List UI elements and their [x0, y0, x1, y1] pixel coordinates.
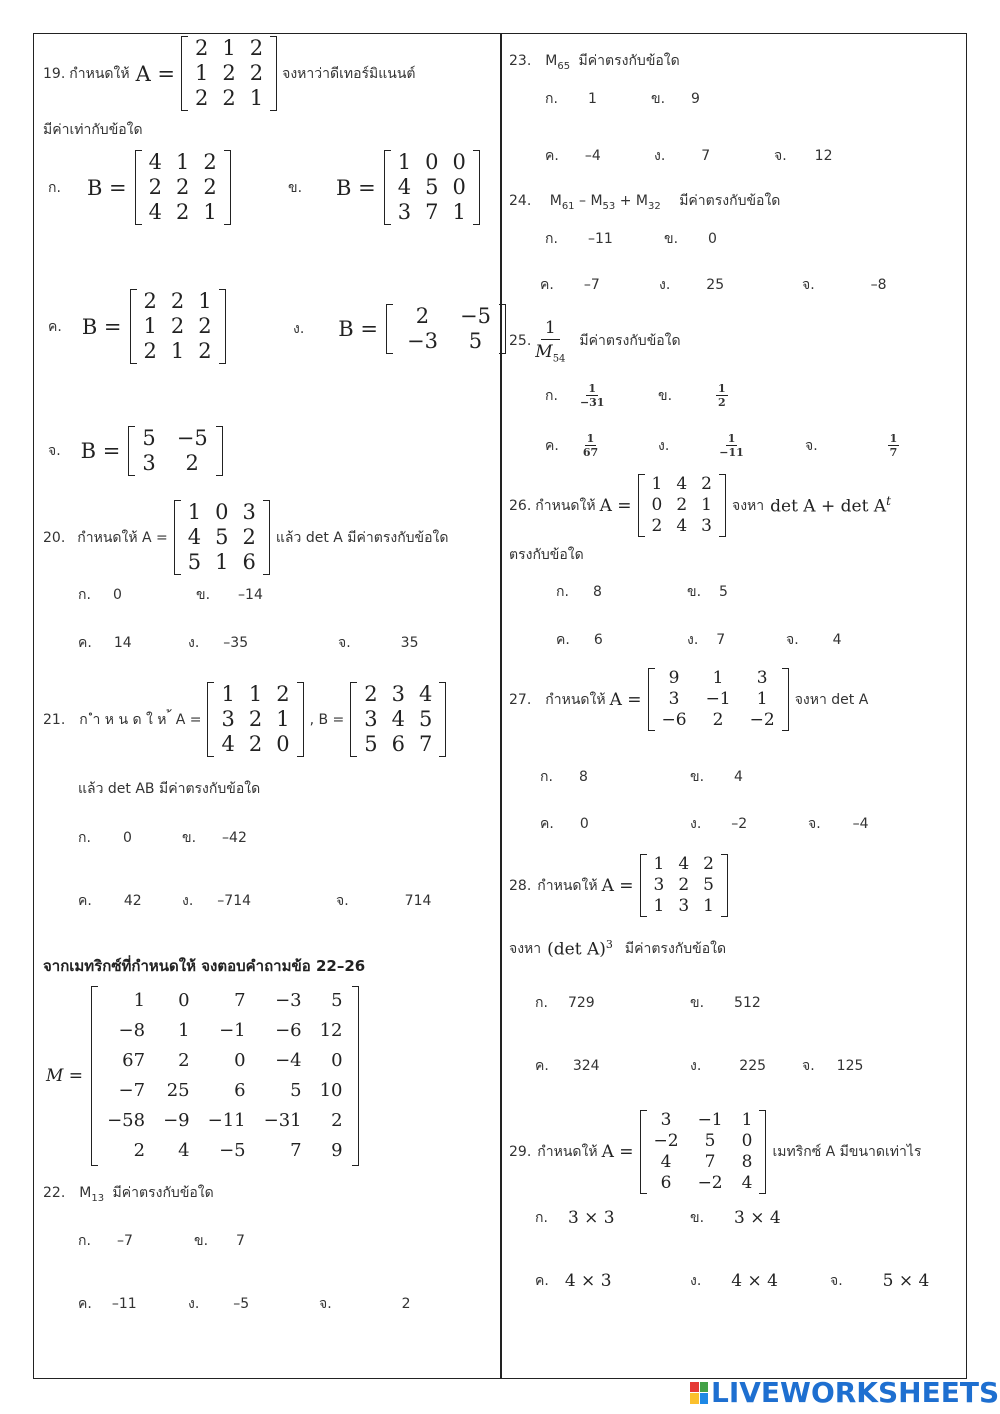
q19-option-b-matrix: 1 0 0 4 5 0 3 7 1 [384, 150, 480, 225]
q19-option-d-matrix: 2 −5 −3 5 [386, 304, 506, 354]
q19-option-c[interactable]: ค. B = 2 2 1 1 2 2 2 1 2 [48, 289, 226, 364]
q27-option-b[interactable]: ข. 4 [690, 769, 743, 785]
q26-header: 26. กำหนดให้ A = 1 4 2 0 2 1 2 4 3 จงหา $\det A + \det A^t$ [509, 474, 891, 536]
q28-option-c[interactable]: ค. 324 [535, 1058, 600, 1074]
q27-option-d[interactable]: ง. –2 [690, 816, 748, 832]
q19-option-e-matrix: 5 −5 3 2 [128, 426, 222, 476]
q19-number: 19. [43, 65, 66, 82]
q21-option-d[interactable]: ง. –714 [182, 893, 252, 909]
q22-header: 22. $M_{13}$ มีค่าตรงกับข้อใด [43, 1185, 214, 1204]
q23-option-c[interactable]: ค. –4 [545, 148, 601, 164]
q28-option-e[interactable]: จ. 125 [802, 1058, 864, 1074]
q21-option-a[interactable]: ก. 0 [78, 830, 132, 846]
q26-option-e[interactable]: จ. 4 [786, 632, 842, 648]
q29-matrix: 3 −1 1 −2 5 0 4 7 8 6 −2 4 [640, 1110, 767, 1194]
q26-option-a[interactable]: ก. 8 [556, 584, 602, 600]
q23-option-b[interactable]: ข. 9 [651, 91, 700, 107]
q19-option-a[interactable]: ก. B = 4 1 2 2 2 2 4 2 1 [48, 150, 231, 225]
q21-matrix-a: 1 1 2 3 2 1 4 2 0 [207, 682, 303, 757]
q27-option-a[interactable]: ก. 8 [540, 769, 588, 785]
q19-option-c-matrix: 2 2 1 1 2 2 2 1 2 [130, 289, 226, 364]
q19-header [43, 36, 416, 111]
m-matrix: 1 0 7 −3 5 −8 1 −1 −6 12 67 2 0 −4 0 −7 25 6 5 10 −58 −9 −11 −31 2 2 4 −5 7 9 [91, 986, 358, 1166]
q28-option-b[interactable]: ข. 512 [690, 995, 761, 1011]
q24-option-d[interactable]: ง. 25 [659, 277, 725, 293]
q22-option-a[interactable]: ก. –7 [78, 1233, 133, 1249]
q19-prefix: กำหนดให้ [69, 65, 130, 82]
liveworksheets-brand: LIVEWORKSHEETS [711, 1376, 1000, 1409]
q25-header: 25. 1 $M_{54}$ มีค่าตรงกับข้อใด [509, 318, 681, 365]
q20-matrix: 1 0 3 4 5 2 5 1 6 [174, 500, 270, 575]
q26-option-c[interactable]: ค. 6 [556, 632, 603, 648]
q29-header: 29. กำหนดให้ A = 3 −1 1 −2 5 0 4 7 8 6 −2 4 เมทริกซ์ A มีขนาดเท่าไร [509, 1110, 922, 1193]
q23-option-a[interactable]: ก. 1 [545, 91, 597, 107]
q29-option-c[interactable]: ค. 4 × 3 [535, 1271, 612, 1291]
q25-option-a[interactable]: ก. $\frac{1}{-31}$ [545, 382, 605, 409]
q19-option-a-matrix: 4 1 2 2 2 2 4 2 1 [135, 150, 231, 225]
q29-option-a[interactable]: ก. 3 × 3 [535, 1208, 615, 1228]
liveworksheets-mark-icon [690, 1382, 708, 1404]
q27-option-e[interactable]: จ. –4 [808, 816, 869, 832]
q25-option-d[interactable]: ง. $\frac{1}{-11}$ [658, 432, 744, 459]
q28-header: 28. กำหนดให้ A = 1 4 2 3 2 5 1 3 1 [509, 854, 728, 917]
q24-option-b[interactable]: ข. 0 [664, 231, 717, 247]
q21-option-e[interactable]: จ. 714 [336, 893, 432, 909]
q19-option-d[interactable]: ง. B = 2 −5 −3 5 [293, 304, 506, 354]
m-matrix-block: M = 1 0 7 −3 5 −8 1 −1 −6 12 67 2 0 −4 0 −7 25 6 5 10 −58 −9 −11 −31 2 2 4 −5 7 9 [46, 986, 359, 1166]
q26-expression: $\det A + \det A^t$ [770, 494, 891, 517]
q25-option-e[interactable]: จ. $\frac{1}{7}$ [805, 432, 898, 459]
q19-option-e[interactable]: จ. B = 5 −5 3 2 [48, 426, 223, 476]
q25-option-c[interactable]: ค. $\frac{1}{67}$ [545, 432, 599, 459]
q21-option-b[interactable]: ข. –42 [182, 830, 247, 846]
q19-suffix: จงหาว่าดีเทอร์มิแนนต์ [282, 65, 416, 82]
q20-option-b[interactable]: ข. –14 [196, 587, 263, 603]
q21-option-c[interactable]: ค. 42 [78, 893, 142, 909]
q24-option-a[interactable]: ก. –11 [545, 231, 613, 247]
q26-matrix: 1 4 2 0 2 1 2 4 3 [638, 474, 726, 537]
q24-option-c[interactable]: ค. –7 [540, 277, 600, 293]
q20-option-a[interactable]: ก. 0 [78, 587, 122, 603]
q27-matrix: 9 1 3 3 −1 1 −6 2 −2 [648, 668, 789, 731]
q29-option-d[interactable]: ง. 4 × 4 [690, 1271, 778, 1291]
q27-option-c[interactable]: ค. 0 [540, 816, 589, 832]
q22-option-c[interactable]: ค. –11 [78, 1296, 137, 1312]
q19-line2: มีค่าเท่ากับข้อใด [43, 122, 143, 138]
q28-expression: (det A)$^3$ [547, 938, 613, 960]
q20-option-c[interactable]: ค. 14 [78, 635, 132, 651]
liveworksheets-logo[interactable] [690, 1376, 999, 1409]
q22-option-e[interactable]: จ. 2 [319, 1296, 411, 1312]
q27-header: 27. กำหนดให้ A = 9 1 3 3 −1 1 −6 2 −2 จงหา det A [509, 668, 869, 730]
q29-option-e[interactable]: จ. 5 × 4 [830, 1271, 930, 1291]
q23-header: 23. $M_{65}$ มีค่าตรงกับข้อใด [509, 53, 680, 72]
q19-var: A = [135, 61, 175, 86]
q29-option-b[interactable]: ข. 3 × 4 [690, 1208, 781, 1228]
column-divider [500, 33, 502, 1379]
m-section-heading: จากเมทริกซ์ที่กำหนดให้ จงตอบคำถามข้อ 22–26 [43, 957, 366, 975]
q19-matrix: 2 1 2 1 2 2 2 2 1 [181, 36, 277, 111]
q25-option-b[interactable]: ข. $\frac{1}{2}$ [658, 382, 726, 409]
q20-option-d[interactable]: ง. –35 [188, 635, 249, 651]
q21-matrix-b: 2 3 4 3 4 5 5 6 7 [350, 682, 446, 757]
q23-option-e[interactable]: จ. 12 [774, 148, 833, 164]
q26-line2: ตรงกับข้อใด [509, 547, 584, 563]
q20-header: 20. กำหนดให้ A = 1 0 3 4 5 2 5 1 6 แล้ว det A มีค่าตรงกับข้อใด [43, 500, 449, 574]
q21-line2: แล้ว det AB มีค่าตรงกับข้อใด [78, 781, 261, 797]
q26-option-d[interactable]: ง. 7 [687, 632, 726, 648]
q24-header: 24. $M_{61} - M_{53} + M_{32}$ มีค่าตรงกับข้อใด [509, 193, 781, 212]
q20-option-e[interactable]: จ. 35 [338, 635, 419, 651]
q21-header: 21. ก ำ ห น ด ใ ห ้ A = 1 1 2 3 2 1 4 2 0 , B = 2 3 4 3 4 5 5 6 7 [43, 682, 446, 757]
q24-option-e[interactable]: จ. –8 [802, 277, 887, 293]
q28-line2: จงหา (det A)$^3$ มีค่าตรงกับข้อใด [509, 938, 727, 960]
q22-option-d[interactable]: ง. –5 [188, 1296, 250, 1312]
q28-option-d[interactable]: ง. 225 [690, 1058, 767, 1074]
q23-option-d[interactable]: ง. 7 [654, 148, 711, 164]
q22-option-b[interactable]: ข. 7 [194, 1233, 245, 1249]
q28-option-a[interactable]: ก. 729 [535, 995, 595, 1011]
q25-fraction: 1 $M_{54}$ [535, 318, 566, 365]
q19-option-b[interactable]: ข. B = 1 0 0 4 5 0 3 7 1 [288, 150, 480, 225]
q26-option-b[interactable]: ข. 5 [687, 584, 728, 600]
q28-matrix: 1 4 2 3 2 5 1 3 1 [640, 854, 728, 917]
